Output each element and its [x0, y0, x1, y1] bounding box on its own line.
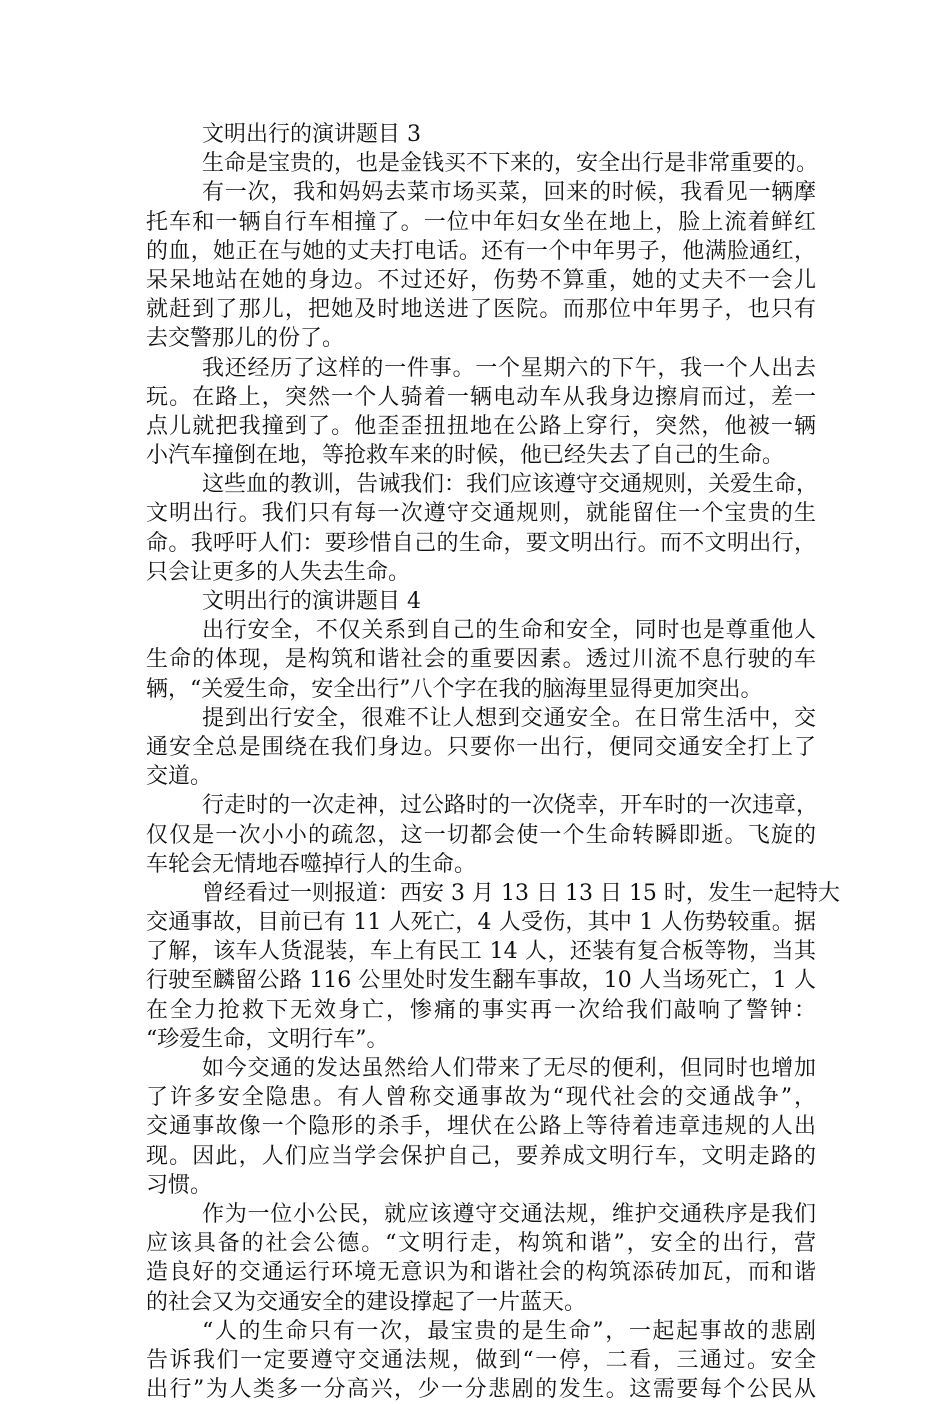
paragraph-first-line: “人的生命只有一次，最宝贵的是生命”，一起起事故的悲剧 [202, 1318, 816, 1344]
paragraph-first-line: 有一次，我和妈妈去菜市场买菜，回来的时候，我看见一辆摩 [202, 180, 816, 206]
paragraph-first-line: 行走时的一次走神，过公路时的一次侥幸，开车时的一次违章， [202, 793, 819, 819]
text-line: 出行”为人类多一分高兴，少一分悲剧的发生。这需要每个公民从 [146, 1377, 816, 1403]
text-line: 玩。在路上，突然一个人骑着一辆电动车从我身边擦肩而过，差一 [146, 384, 816, 410]
text-line: 习惯。 [146, 1172, 213, 1198]
paragraph-first-line: 文明出行的演讲题目 3 [202, 122, 421, 147]
paragraph-first-line: 如今交通的发达虽然给人们带来了无尽的便利，但同时也增加 [202, 1056, 816, 1081]
text-line: 了解，该车人货混装，车上有民工 14 人，还装有复合板等物，当其 [146, 939, 816, 965]
paragraph-first-line: 出行安全，不仅关系到自己的生命和安全，同时也是尊重他人 [202, 618, 816, 644]
text-line: 小汽车撞倒在地，等抢救车来的时候，他已经失去了自己的生命。 [146, 443, 785, 469]
paragraph-first-line: 提到出行安全，很难不让人想到交通安全。在日常生活中，交 [202, 705, 816, 731]
text-line: 去交警那儿的份了。 [146, 326, 345, 352]
text-line: 行驶至麟留公路 116 公里处时发生翻车事故，10 人当场死亡，1 人 [146, 968, 816, 994]
text-line: 生命的体现，是构筑和谐社会的重要因素。透过川流不息行驶的车 [146, 647, 816, 673]
text-line: 辆，“关爱生命，安全出行”八个字在我的脑海里显得更加突出。 [146, 676, 763, 702]
paragraph-first-line: 曾经看过一则报道：西安 3 月 13 日 13 日 15 时，发生一起特大 [202, 880, 840, 906]
text-line: 的社会又为交通安全的建设撑起了一片蓝天。 [146, 1289, 587, 1315]
text-line: 交通事故像一个隐形的杀手，埋伏在公路上等待着违章违规的人出 [146, 1114, 816, 1140]
paragraph-first-line: 作为一位小公民，就应该遵守交通法规，维护交通秩序是我们 [202, 1201, 816, 1227]
text-line: 通安全总是围绕在我们身边。只要你一出行，便同交通安全打上了 [146, 734, 816, 760]
text-line: 只会让更多的人失去生命。 [146, 559, 411, 585]
text-line: 命。我呼吁人们：要珍惜自己的生命，要文明出行。而不文明出行， [146, 530, 816, 556]
text-line: 应该具备的社会公德。“文明行走，构筑和谐”，安全的出行，营 [146, 1231, 816, 1257]
text-line: 交通事故，目前已有 11 人死亡，4 人受伤，其中 1 人伤势较重。据 [146, 910, 816, 936]
text-line: 点儿就把我撞到了。他歪歪扭扭地在公路上穿行，突然，他被一辆 [146, 413, 816, 439]
document-body [146, 120, 840, 1404]
text-line: “珍爱生命，文明行车”。 [146, 1026, 389, 1052]
text-line: 了许多安全隐患。有人曾称交通事故为“现代社会的交通战争”， [146, 1085, 816, 1111]
paragraph-first-line: 文明出行的演讲题目 4 [202, 589, 421, 614]
text-line: 告诉我们一定要遵守交通法规，做到“一停，二看，三通过。安全 [146, 1347, 816, 1373]
text-line: 交道。 [146, 764, 213, 790]
paragraph-first-line: 这些血的教训，告诫我们：我们应该遵守交通规则，关爱生命， [202, 472, 819, 498]
text-line: 在全力抢救下无效身亡，惨痛的事实再一次给我们敲响了警钟： [146, 997, 816, 1023]
text-line: 文明出行。我们只有每一次遵守交通规则，就能留住一个宝贵的生 [146, 501, 816, 527]
paragraph-first-line: 我还经历了这样的一件事。一个星期六的下午，我一个人出去 [202, 355, 816, 381]
text-line: 造良好的交通运行环境无意识为和谐社会的构筑添砖加瓦，而和谐 [146, 1260, 816, 1286]
text-line: 车轮会无情地吞噬掉行人的生命。 [146, 851, 477, 877]
paragraph-first-line: 生命是宝贵的，也是金钱买不下来的，安全出行是非常重要的。 [202, 151, 819, 177]
text-line: 仅仅是一次小小的疏忽，这一切都会使一个生命转瞬即逝。飞旋的 [146, 822, 816, 848]
text-line: 就赶到了那儿，把她及时地送进了医院。而那位中年男子，也只有 [146, 297, 816, 323]
text-line: 现。因此，人们应当学会保护自己，要养成文明行车，文明走路的 [146, 1143, 816, 1169]
text-line: 的血，她正在与她的丈夫打电话。还有一个中年男子，他满脸通红， [146, 238, 816, 264]
text-line: 托车和一辆自行车相撞了。一位中年妇女坐在地上，脸上流着鲜红 [146, 209, 816, 235]
text-line: 呆呆地站在她的身边。不过还好，伤势不算重，她的丈夫不一会儿 [146, 267, 816, 293]
